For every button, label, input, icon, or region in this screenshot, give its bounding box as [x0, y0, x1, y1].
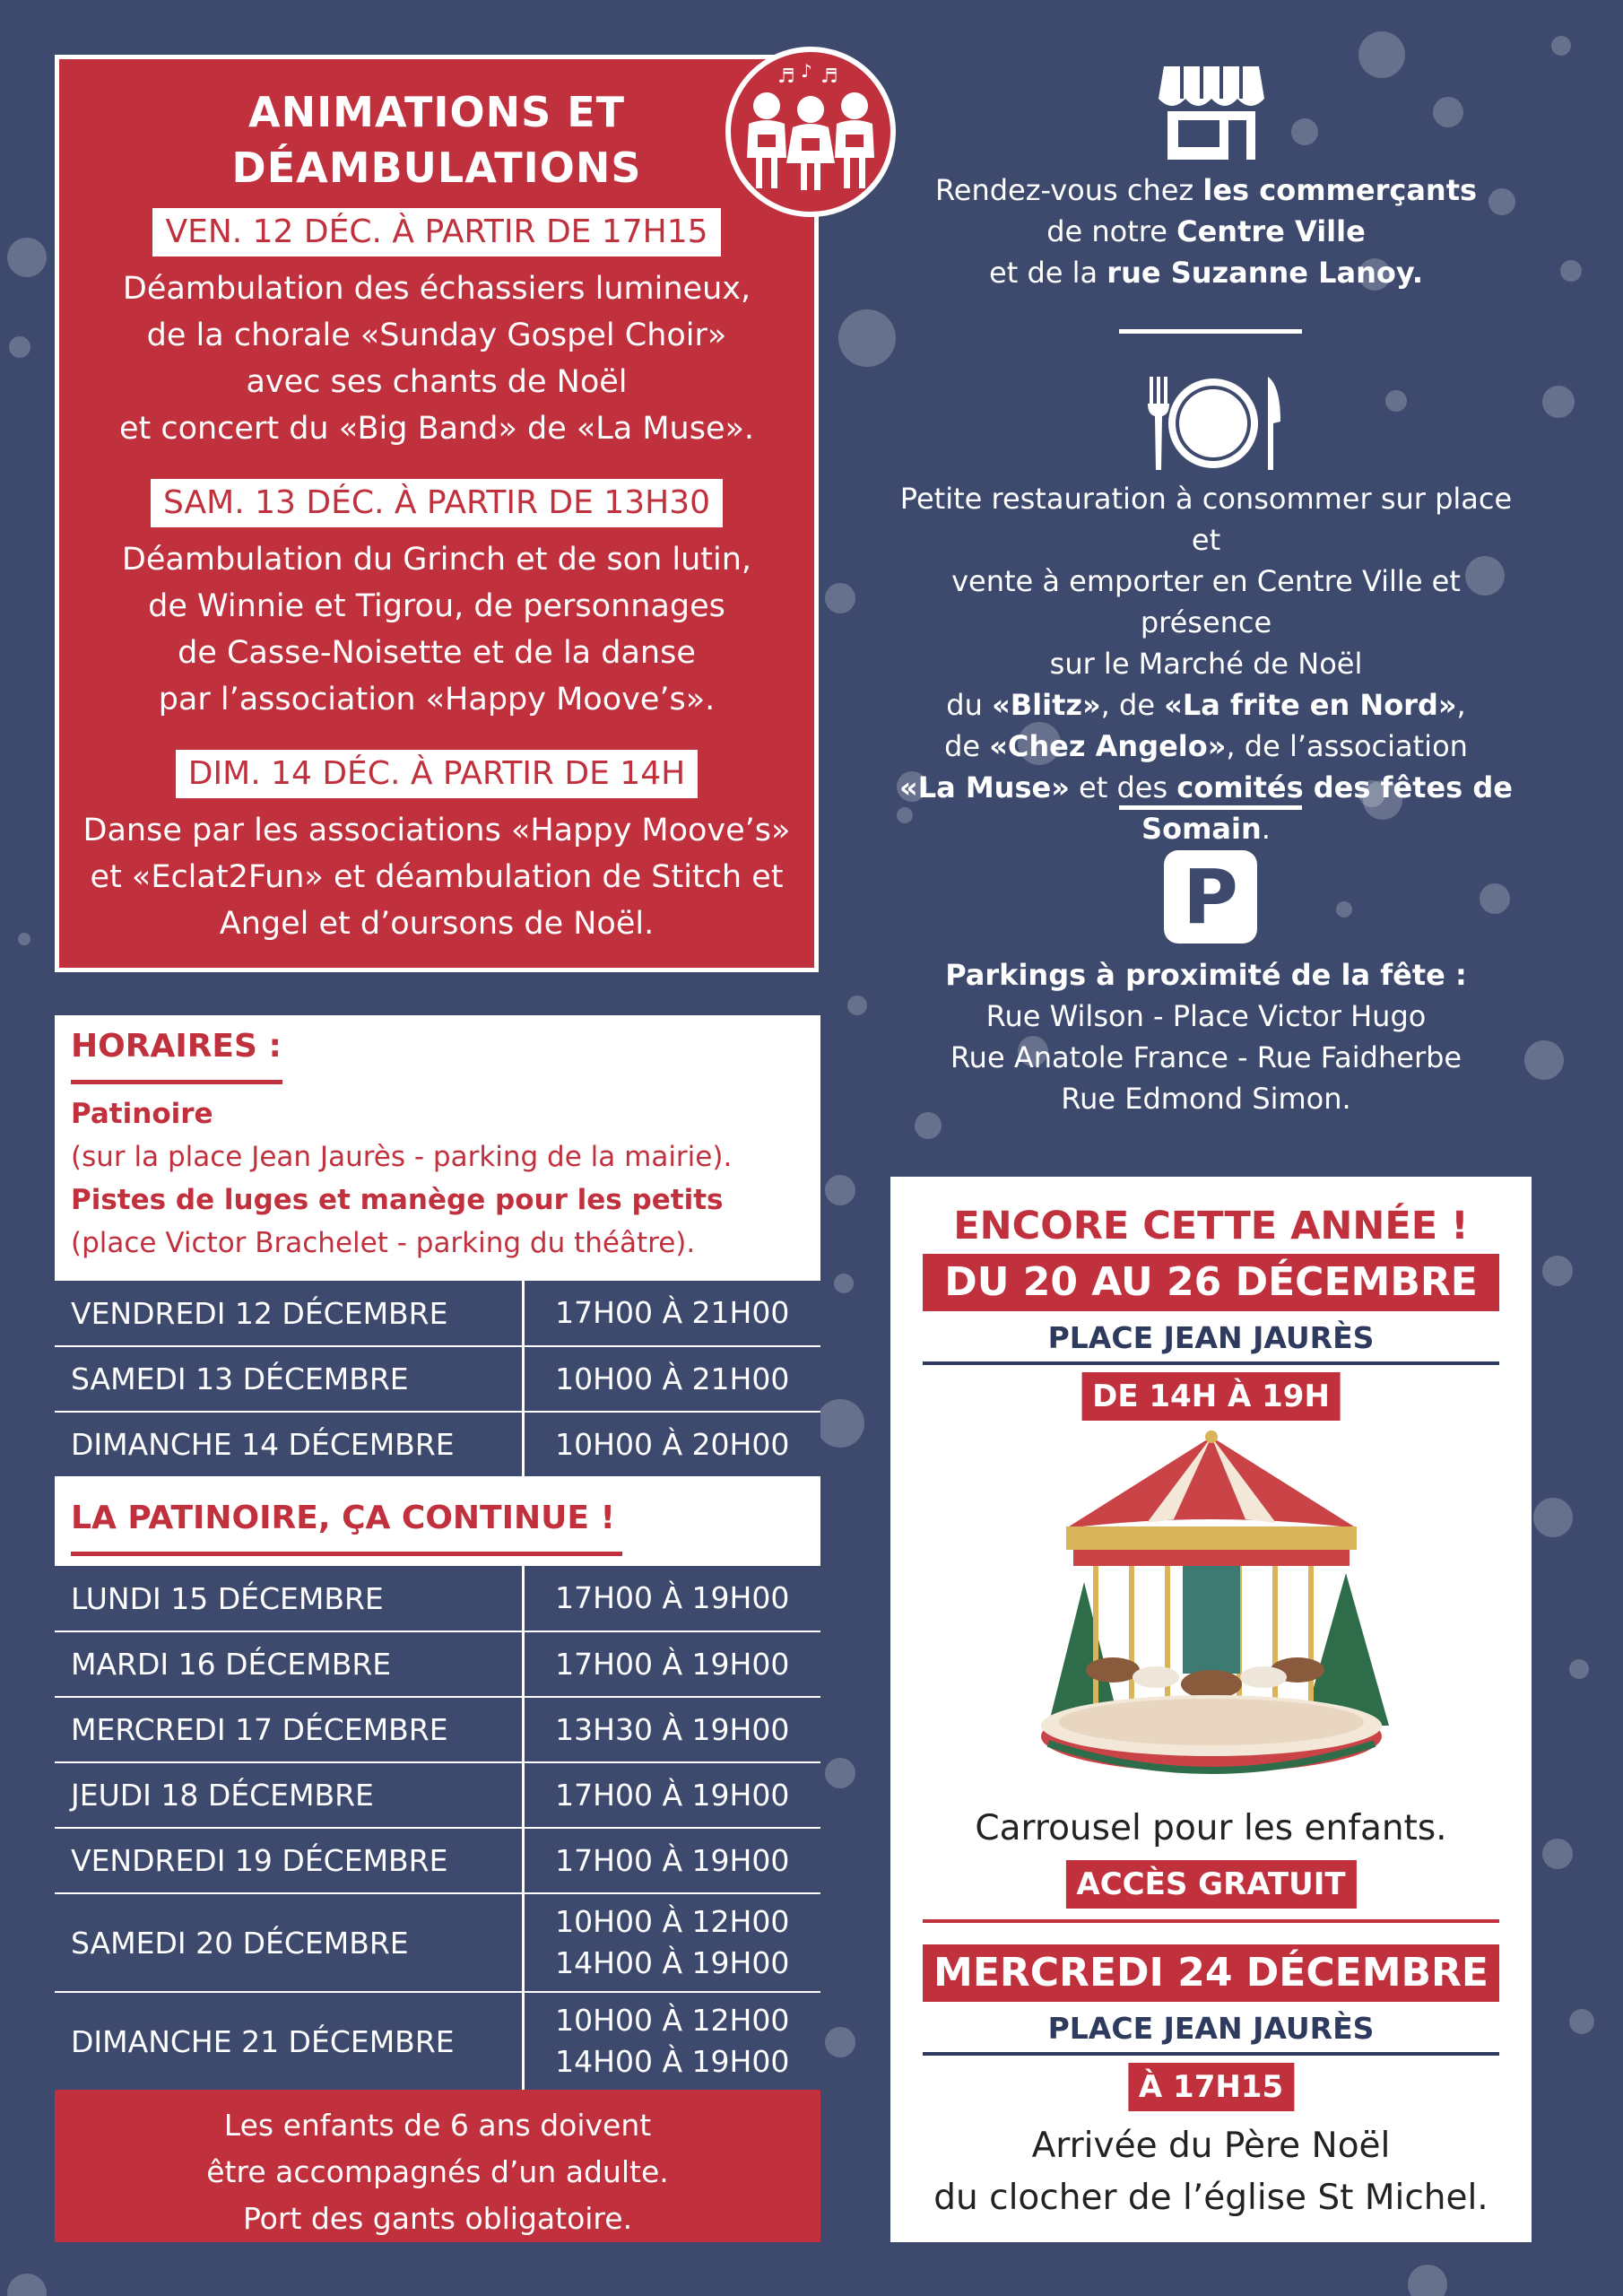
day-badge-sunday: DIM. 14 DÉC. À PARTIR DE 14H: [176, 750, 698, 798]
day-description-friday: Déambulation des échassiers lumineux, de la chorale «Sunday Gospel Choir» avec ses chants de Noël et concert du «Big Band» de «La Muse».: [118, 271, 755, 447]
divider: [923, 1361, 1499, 1365]
carousel-icon: [1012, 1430, 1410, 1785]
animations-panel: [55, 55, 819, 972]
table-row: LUNDI 15 DÉCEMBRE 17H00 À 19H00: [55, 1566, 820, 1631]
day-description-saturday: Déambulation du Grinch et de son lutin, de Winnie et Tigrou, de personnages de Casse-Noisette et de la danse par l’association «Happy Moove’s».: [121, 542, 752, 718]
table-row: DIMANCHE 14 DÉCEMBRE 10H00 À 20H00: [55, 1412, 820, 1477]
carousel-dates: DU 20 AU 26 DÉCEMBRE: [923, 1254, 1499, 1311]
encore-title: ENCORE CETTE ANNÉE !: [953, 1204, 1469, 1248]
choir-singers-icon: [725, 47, 896, 217]
schedule-table-continue: [55, 1566, 820, 2092]
divider: [1119, 805, 1302, 810]
divider: [923, 1919, 1499, 1923]
santa-time: À 17H15: [1128, 2063, 1294, 2111]
svg-text:♬: ♬: [820, 65, 838, 88]
table-row: SAMEDI 20 DÉCEMBRE 10H00 À 12H00 14H00 À 19H00: [55, 1893, 820, 1992]
carousel-hours: DE 14H À 19H: [1081, 1372, 1341, 1421]
title-underline: [71, 1552, 622, 1556]
parking-icon: P: [1164, 850, 1257, 944]
table-row: MERCREDI 17 DÉCEMBRE 13H30 À 19H00: [55, 1697, 820, 1762]
schedule-title: HORAIRES :: [71, 1028, 282, 1065]
carousel-place: PLACE JEAN JAURÈS: [1047, 1320, 1375, 1355]
animations-title: ANIMATIONS ET DÉAMBULATIONS: [231, 88, 642, 192]
day-badge-friday: VEN. 12 DÉC. À PARTIR DE 17H15: [152, 208, 720, 257]
table-row: MARDI 16 DÉCEMBRE 17H00 À 19H00: [55, 1631, 820, 1697]
safety-note: Les enfants de 6 ans doivent être accompagnés d’un adulte. Port des gants obligatoire.: [55, 2090, 820, 2242]
continue-title: LA PATINOIRE, ÇA CONTINUE !: [71, 1500, 615, 1536]
carousel-description: Carrousel pour les enfants.: [975, 1808, 1447, 1848]
plate-cutlery-icon: [1146, 377, 1280, 470]
table-row: VENDREDI 19 DÉCEMBRE 17H00 À 19H00: [55, 1828, 820, 1893]
parking-text: Parkings à proximité de la fête : Rue Wilson - Place Victor Hugo Rue Anatole France - Rue Faidherbe Rue Edmond Simon.: [945, 958, 1467, 1116]
divider: [923, 2052, 1499, 2056]
divider: [1119, 329, 1302, 334]
svg-text:♪: ♪: [801, 60, 812, 82]
shops-text: Rendez-vous chez les commerçants de notre Centre Ville et de la rue Suzanne Lanoy.: [934, 173, 1478, 290]
schedule-table-first: [55, 1281, 820, 1478]
carousel-panel: [890, 1177, 1532, 2242]
santa-date: MERCREDI 24 DÉCEMBRE: [923, 1944, 1499, 2002]
table-row: VENDREDI 12 DÉCEMBRE 17H00 À 21H00: [55, 1281, 820, 1346]
day-description-sunday: Danse par les associations «Happy Moove’s» et «Eclat2Fun» et déambulation de Stitch et Angel et d’oursons de Noël.: [82, 813, 791, 942]
day-badge-saturday: SAM. 13 DÉC. À PARTIR DE 13H30: [151, 479, 723, 527]
table-row: SAMEDI 13 DÉCEMBRE 10H00 À 21H00: [55, 1346, 820, 1412]
table-row: JEUDI 18 DÉCEMBRE 17H00 À 19H00: [55, 1762, 820, 1828]
shop-icon: [1159, 63, 1264, 160]
rink-location: Patinoire (sur la place Jean Jaurès - parking de la mairie). Pistes de luges et manège pour les petits (place Victor Brachelet - parking du théâtre).: [71, 1098, 733, 1259]
title-underline: [71, 1080, 282, 1084]
table-row: DIMANCHE 21 DÉCEMBRE 10H00 À 12H00 14H00 À 19H00: [55, 1992, 820, 2091]
santa-arrival: Arrivée du Père Noël du clocher de l’église St Michel.: [933, 2126, 1488, 2218]
schedule-panel: [55, 1015, 820, 2242]
santa-place: PLACE JEAN JAURÈS: [1047, 2011, 1375, 2046]
svg-text:♬: ♬: [777, 65, 795, 88]
food-text: Petite restauration à consommer sur place et vente à emporter en Centre Ville et présence sur le Marché de Noël du «Blitz», de «La frite en Nord», de «Chez Angelo», de l’association «La Muse» et des comités des fêtes de Somain.: [899, 482, 1513, 846]
free-access-badge: ACCÈS GRATUIT: [1065, 1860, 1356, 1909]
